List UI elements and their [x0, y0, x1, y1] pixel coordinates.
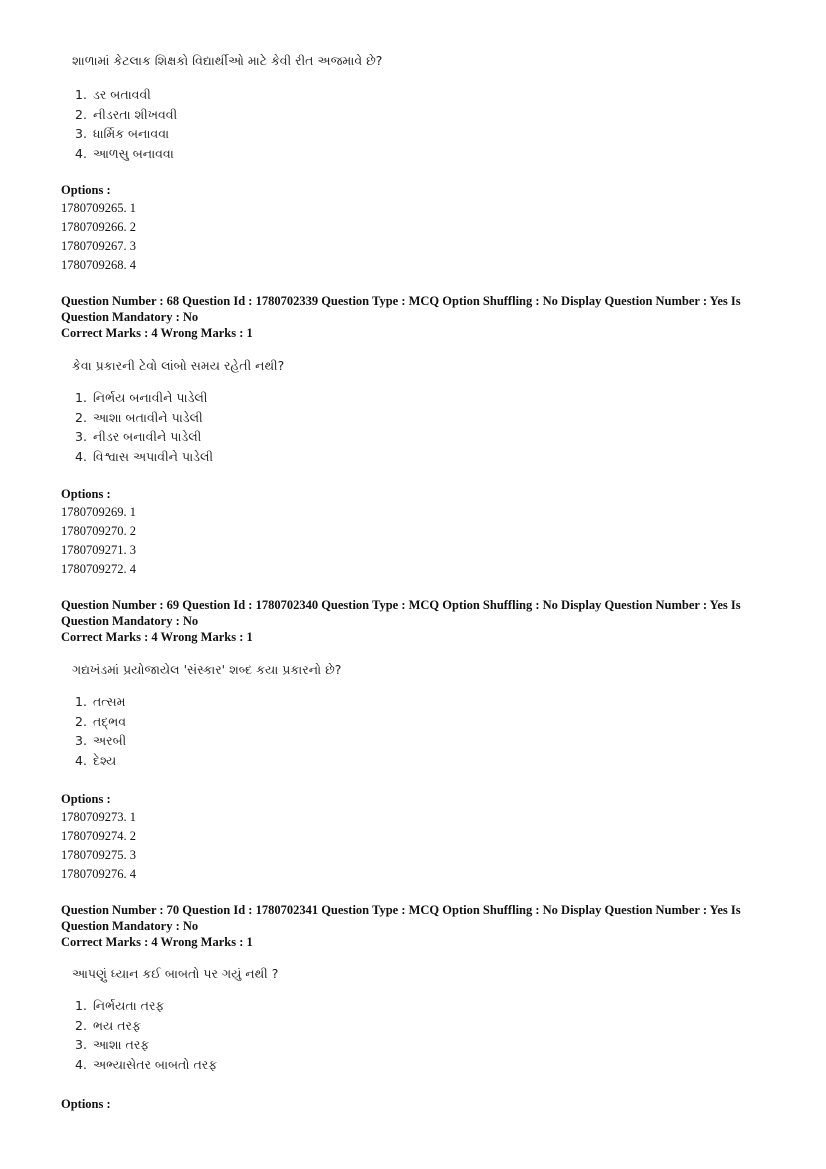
choice-item: [75, 996, 217, 1016]
choice-label: દેશ્ય: [92, 752, 117, 768]
choice-item: [75, 85, 177, 105]
choice-item: [75, 712, 126, 732]
choice-list: [75, 388, 213, 466]
options-heading: Options :: [61, 1097, 111, 1111]
option-id-item: 1780709270. 2: [61, 524, 136, 538]
option-id-item: 1780709275. 3: [61, 848, 136, 862]
option-id-list: [61, 199, 136, 275]
question-mandatory-line: Question Mandatory : No: [61, 614, 199, 628]
choice-item: [75, 731, 126, 751]
choice-label: ડર બતાવવી: [92, 87, 151, 102]
option-id-item: 1780709273. 1: [61, 810, 136, 824]
choice-number: 3.: [75, 429, 87, 444]
choice-item: [75, 144, 177, 164]
option-id-item: 1780709269. 1: [61, 505, 136, 519]
question-text: આપણું ધ્યાન કઈ બાબતો પર ગયું નથી ?: [72, 966, 279, 981]
option-id-item: 1780709272. 4: [61, 562, 136, 576]
options-heading: Options :: [61, 487, 111, 501]
question-meta-line: Question Number : 68 Question Id : 1780702339 Question Type : MCQ Option Shuffling : No Display Question Number : Yes Is: [61, 294, 741, 308]
choice-label: અભ્યાસેતર બાબતો તરફ: [92, 1056, 218, 1072]
question-mandatory-line: Question Mandatory : No: [61, 919, 199, 933]
choice-item: [75, 388, 213, 408]
choice-list: [75, 85, 177, 163]
choice-number: 1.: [75, 87, 87, 102]
choice-item: [75, 692, 126, 712]
choice-number: 4.: [75, 145, 87, 161]
option-id-item: 1780709276. 4: [61, 867, 136, 881]
choice-label: તત્સમ: [92, 694, 126, 709]
choice-number: 2.: [75, 106, 87, 122]
choice-number: 4.: [75, 1056, 87, 1072]
choice-item: [75, 1016, 217, 1036]
choice-item: [75, 1035, 217, 1055]
choice-list: [75, 692, 126, 770]
choice-label: નીડર બનાવીને પાડેલી: [92, 429, 202, 444]
marks-line: Correct Marks : 4 Wrong Marks : 1: [61, 630, 253, 644]
choice-number: 1.: [75, 390, 87, 405]
choice-label: નીડરતા શીખવવી: [92, 106, 178, 122]
question-meta-line: Question Number : 70 Question Id : 1780702341 Question Type : MCQ Option Shuffling : No Display Question Number : Yes Is: [61, 903, 741, 917]
question-mandatory-line: Question Mandatory : No: [61, 310, 199, 324]
choice-number: 3.: [75, 126, 87, 141]
option-id-item: 1780709266. 2: [61, 220, 136, 234]
choice-label: તદ્‌ભવ: [92, 713, 127, 729]
options-heading: Options :: [61, 183, 111, 197]
question-meta-line: Question Number : 69 Question Id : 1780702340 Question Type : MCQ Option Shuffling : No Display Question Number : Yes Is: [61, 598, 741, 612]
choice-label: આળસુ બનાવવા: [92, 145, 174, 161]
choice-item: [75, 408, 213, 428]
choice-label: ધાર્મિક બનાવવા: [92, 126, 170, 141]
choice-label: આશા બતાવીને પાડેલી: [92, 409, 203, 425]
choice-number: 4.: [75, 752, 87, 768]
choice-number: 2.: [75, 1017, 87, 1033]
choice-number: 3.: [75, 1037, 87, 1052]
choice-number: 4.: [75, 448, 87, 464]
option-id-item: 1780709265. 1: [61, 201, 136, 215]
question-text: શાળામાં કેટલાક શિક્ષકો વિદ્યાર્થીઓ માટે કેવી રીત અજમાવે છે?: [72, 53, 383, 68]
options-heading: Options :: [61, 792, 111, 806]
question-text: કેવા પ્રકારની ટેવો લાંબો સમય રહેતી નથી?: [72, 358, 285, 373]
choice-label: વિશ્વાસ અપાવીને પાડેલી: [92, 448, 214, 464]
choice-item: [75, 751, 126, 771]
choice-label: અરબી: [92, 733, 127, 748]
choice-label: નિર્ભયતા તરફ: [92, 998, 165, 1013]
choice-item: [75, 105, 177, 125]
marks-line: Correct Marks : 4 Wrong Marks : 1: [61, 935, 253, 949]
choice-label: આશા તરફ: [92, 1037, 150, 1052]
question-text: ગદ્યખંડમાં પ્રયોજાયેલ 'સંસ્કાર' શબ્દ કયા પ્રકારનો છે?: [72, 662, 342, 677]
option-id-item: 1780709274. 2: [61, 829, 136, 843]
choice-item: [75, 427, 213, 447]
choice-item: [75, 1055, 217, 1075]
choice-label: ભય તરફ: [92, 1017, 141, 1033]
choice-item: [75, 447, 213, 467]
choice-number: 1.: [75, 998, 87, 1013]
choice-number: 2.: [75, 713, 87, 729]
choice-number: 3.: [75, 733, 87, 748]
option-id-list: [61, 503, 136, 579]
option-id-item: 1780709268. 4: [61, 258, 136, 272]
marks-line: Correct Marks : 4 Wrong Marks : 1: [61, 326, 253, 340]
option-id-item: 1780709271. 3: [61, 543, 136, 557]
option-id-list: [61, 808, 136, 884]
option-id-item: 1780709267. 3: [61, 239, 136, 253]
choice-number: 1.: [75, 694, 87, 709]
choice-label: નિર્ભય બનાવીને પાડેલી: [92, 390, 208, 405]
choice-number: 2.: [75, 409, 87, 425]
choice-list: [75, 996, 217, 1074]
choice-item: [75, 124, 177, 144]
